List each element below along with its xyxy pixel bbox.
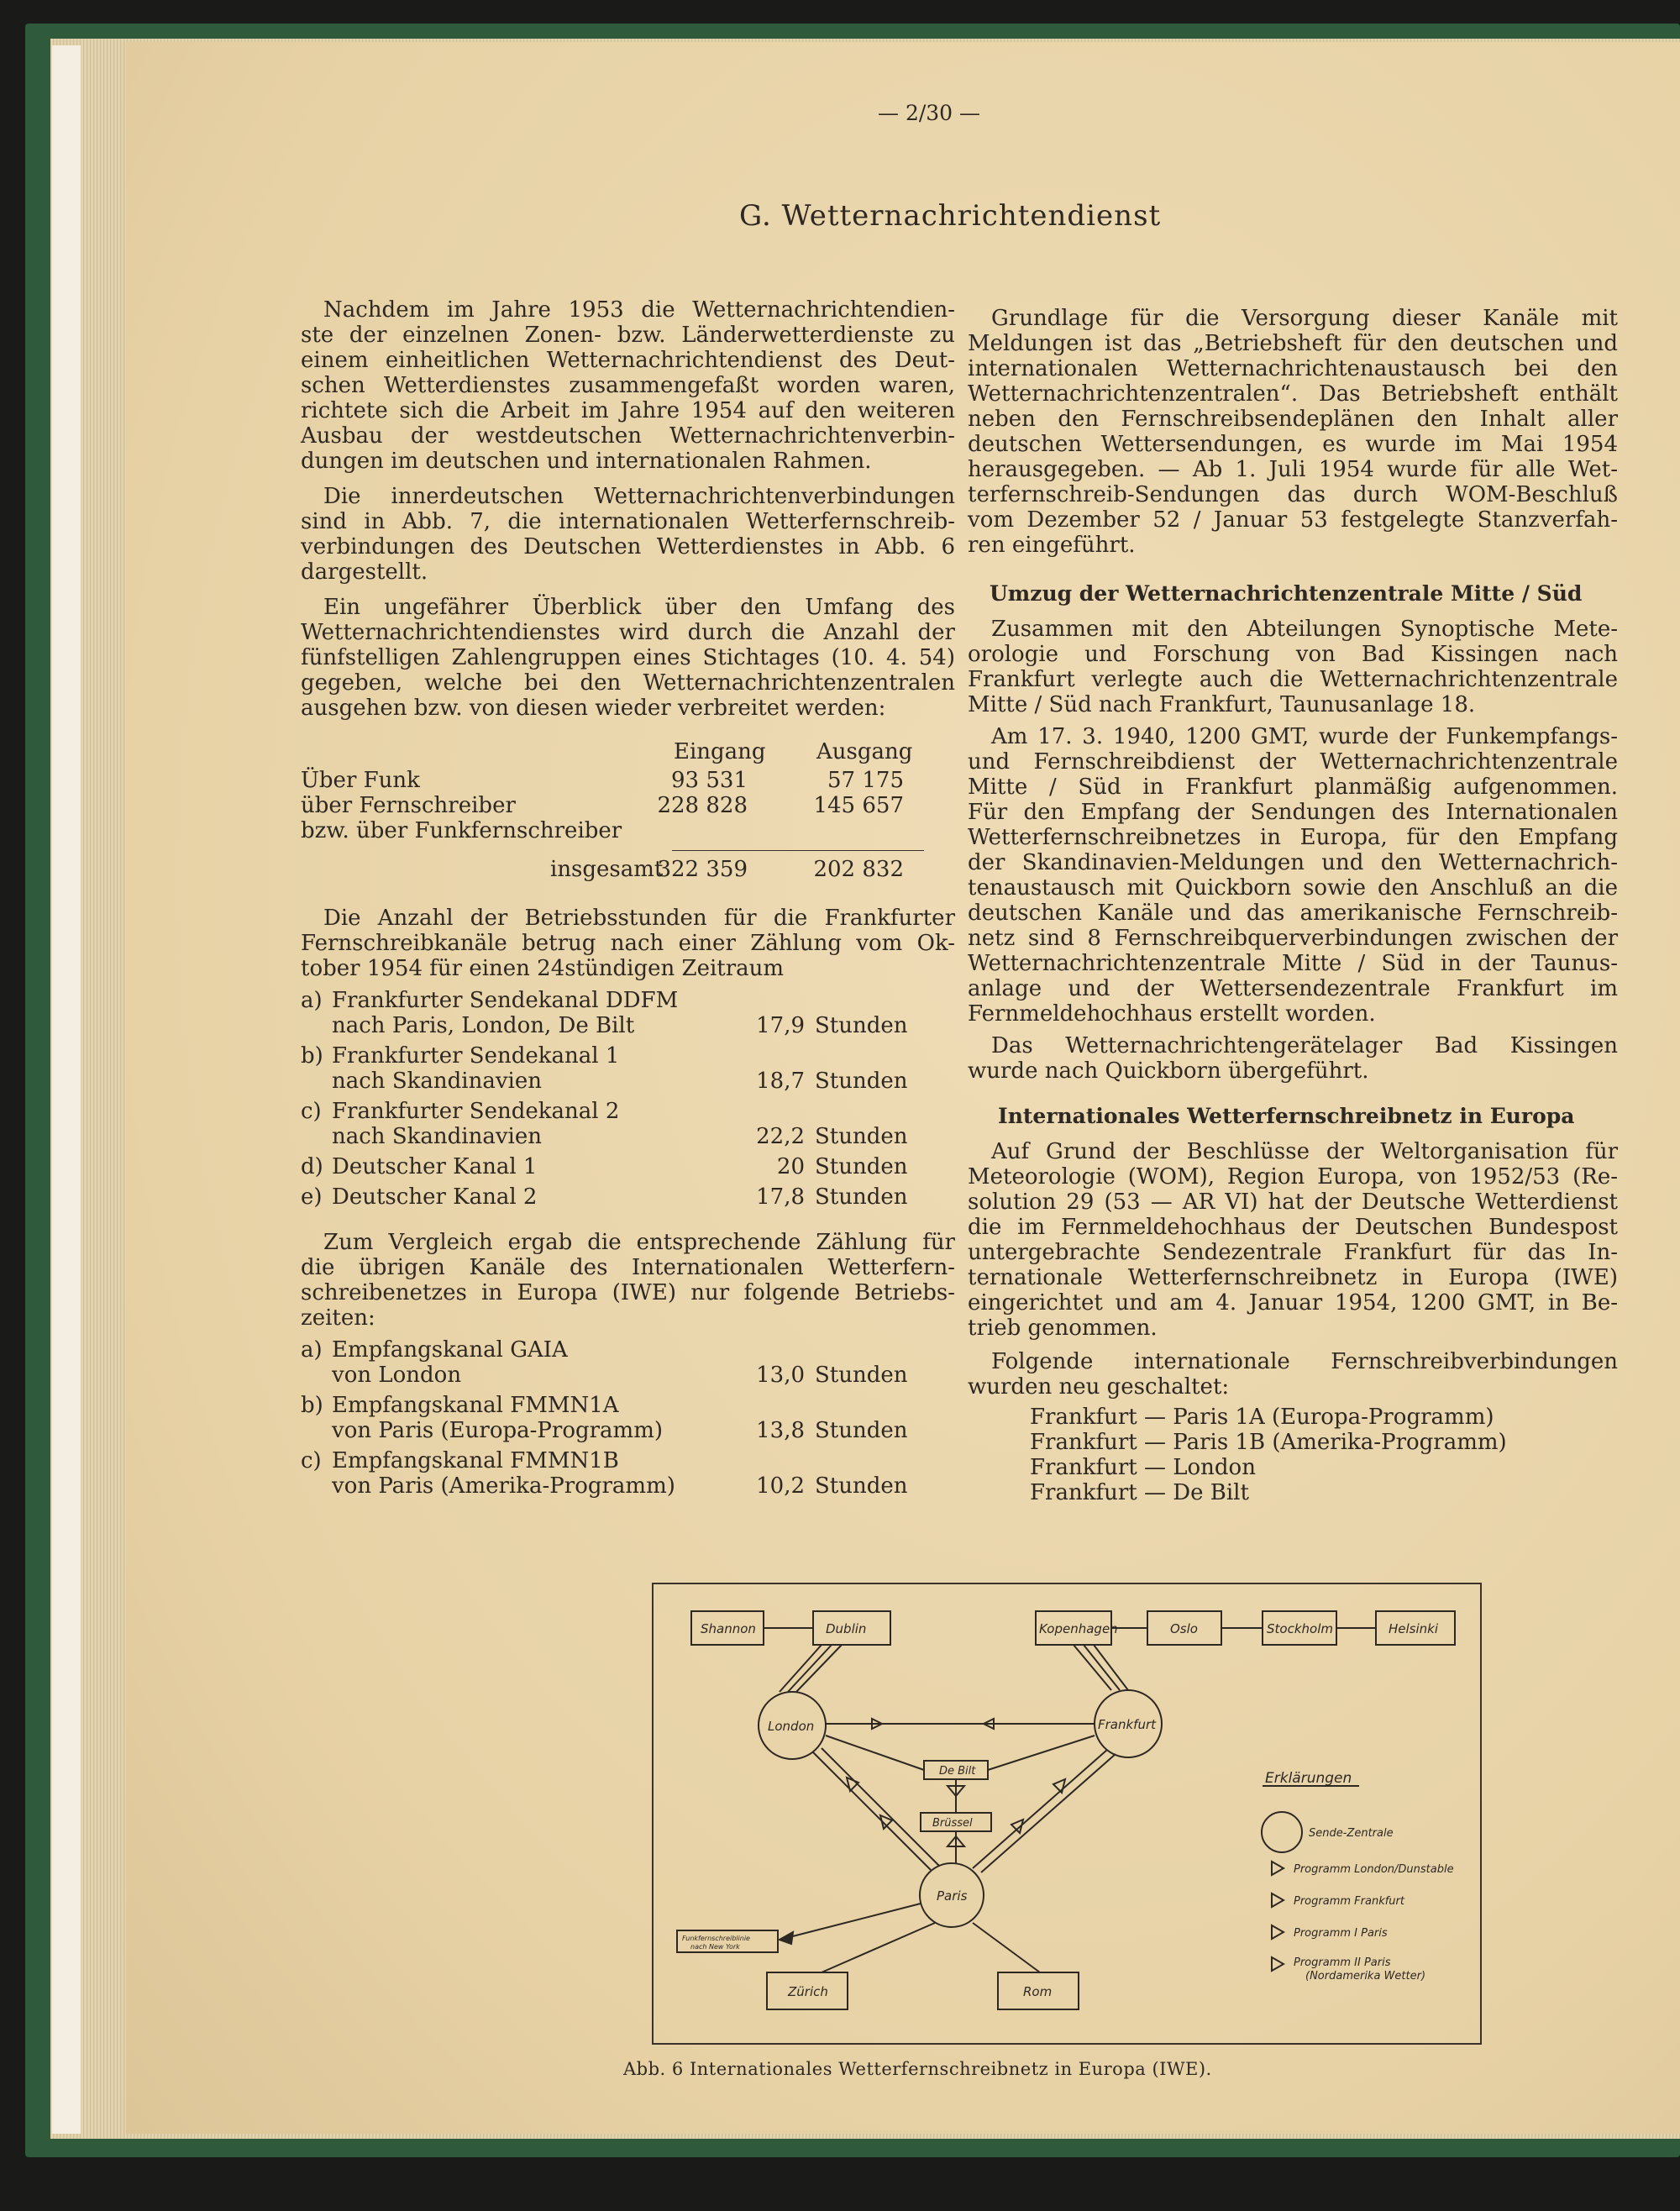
text-line: ausgehen bzw. von diesen wieder verbreitet werden: (301, 696, 886, 721)
text-line: Frankfurt verlegte auch die Wetternachrichtenzentrale (968, 667, 1618, 692)
text-line: eingerichtet und am 4. Januar 1954, 1200 GMT, in Be- (968, 1290, 1618, 1316)
list-unit: Stunden (815, 1154, 908, 1179)
text-line: internationalen Wetternachrichtenaustausch bei den (968, 356, 1618, 381)
list-item-line: Deutscher Kanal 2 (332, 1184, 538, 1210)
list-value: 22,2 (756, 1124, 805, 1149)
label-helsinki: Helsinki (1389, 1621, 1439, 1636)
binding-strip (52, 45, 81, 2134)
text-line: vom Dezember 52 / Januar 53 festgelegte Stanzverfah- (968, 507, 1618, 533)
list-item-line: von Paris (Amerika-Programm) (332, 1473, 675, 1499)
text-line: Die innerdeutschen Wetternachrichtenverbindungen (323, 484, 955, 509)
list-value: 17,8 (756, 1184, 805, 1210)
table-header-out: Ausgang (816, 739, 913, 764)
list-item-line: Frankfurter Sendekanal DDFM (332, 988, 679, 1013)
text-line: Fernschreibkanäle betrug nach einer Zählung vom Ok- (301, 931, 955, 956)
label-london: London (768, 1719, 815, 1734)
label-zurich: Zürich (788, 1984, 828, 1999)
text-line: Wetternachrichtenzentralen“. Das Betriebsheft enthält (968, 381, 1618, 407)
network-diagram (652, 1583, 1482, 2045)
text-line: Auf Grund der Beschlüsse der Weltorganisation für (991, 1139, 1618, 1164)
list-item-line: Empfangskanal FMMN1A (332, 1393, 619, 1418)
label-newyork-2: nach New York (690, 1943, 740, 1951)
list-unit: Stunden (815, 1473, 908, 1499)
list-item-line: von Paris (Europa-Programm) (332, 1418, 664, 1443)
text-line: fünfstelligen Zahlengruppen eines Stichtages (10. 4. 54) (301, 645, 955, 670)
text-line: Meteorologie (WOM), Region Europa, von 1952/53 (Re- (968, 1164, 1618, 1190)
table-cell: 145 657 (813, 793, 904, 818)
table-header-in: Eingang (674, 739, 766, 764)
table-sum-rule (672, 850, 924, 851)
list-item-line: Empfangskanal GAIA (332, 1337, 568, 1363)
label-frankfurt: Frankfurt (1098, 1717, 1157, 1732)
legend-circle (1262, 1812, 1302, 1852)
list-item-line: nach Paris, London, De Bilt (332, 1013, 635, 1038)
list-value: 13,8 (756, 1418, 805, 1443)
text-line: ternationale Wetterfernschreibnetz in Europa (IWE) (968, 1265, 1618, 1290)
legend-triangle (1272, 1862, 1284, 1875)
subheading-iwe: Internationales Wetterfernschreibnetz in Europa (998, 1104, 1575, 1128)
legend-triangle (1272, 1957, 1284, 1971)
text-line: deutschen Kanäle und das amerikanische Fernschreib- (968, 901, 1618, 926)
list-value: 13,0 (756, 1363, 805, 1388)
list-unit: Stunden (815, 1124, 908, 1149)
list-letter: d) (301, 1154, 323, 1179)
list-letter: a) (301, 1337, 323, 1363)
text-line: gegeben, welche bei den Wetternachrichtenzentralen (301, 670, 955, 696)
text-line: trieb genommen. (968, 1316, 1158, 1341)
text-line: der Skandinavien-Meldungen und den Wetternachrich- (968, 850, 1618, 875)
text-line: Wetterfernschreibnetzes in Europa, für den Empfang (968, 825, 1618, 850)
text-line: netz sind 8 Fernschreibquerverbindungen zwischen der (968, 926, 1618, 951)
label-kopenhagen: Kopenhagen (1039, 1621, 1118, 1636)
text-line: deutschen Wettersendungen, es wurde im Mai 1954 (968, 432, 1618, 457)
list-item-line: Frankfurter Sendekanal 1 (332, 1043, 620, 1069)
list-item-line: Frankfurter Sendekanal 2 (332, 1099, 620, 1124)
figure-caption: Abb. 6 Internationales Wetterfernschreibnetz in Europa (IWE). (623, 2059, 1212, 2079)
table-row-label: Über Funk (301, 768, 420, 793)
legend-sende: Sende-Zentrale (1309, 1827, 1394, 1840)
connection-item: Frankfurt — De Bilt (1030, 1480, 1249, 1505)
section-title: G. Wetternachrichtendienst (739, 199, 1162, 233)
text-line: Folgende internationale Fernschreibverbindungen (991, 1349, 1618, 1374)
page-number: — 2/30 — (878, 101, 981, 125)
list-value: 20 (776, 1154, 805, 1179)
text-line: schreibenetzes in Europa (IWE) nur folgende Betriebs- (301, 1280, 955, 1305)
text-line: dungen im deutschen und internationalen Rahmen. (301, 449, 872, 474)
text-line: dargestellt. (301, 559, 428, 585)
list-letter: a) (301, 988, 323, 1013)
label-oslo: Oslo (1170, 1621, 1198, 1636)
text-line: Das Wetternachrichtengerätelager Bad Kissingen (991, 1033, 1618, 1058)
table-cell: 57 175 (827, 768, 904, 793)
list-value: 18,7 (756, 1069, 805, 1094)
legend-prog-frankfurt: Programm Frankfurt (1294, 1895, 1404, 1908)
list-letter: b) (301, 1393, 323, 1418)
text-line: neben den Fernschreibsendeplänen den Inhalt aller (968, 407, 1618, 432)
text-line: Fernmeldehochhaus erstellt worden. (968, 1001, 1376, 1027)
text-line: Mitte / Süd nach Frankfurt, Taunusanlage 18. (968, 692, 1476, 717)
legend-prog-london: Programm London/Dunstable (1294, 1863, 1454, 1876)
text-line: Nachdem im Jahre 1953 die Wetternachrichtendien- (323, 297, 955, 323)
list-unit: Stunden (815, 1363, 908, 1388)
text-line: einem einheitlichen Wetternachrichtendienst des Deut- (301, 348, 955, 373)
text-line: herausgegeben. — Ab 1. Juli 1954 wurde für alle Wet- (968, 457, 1618, 482)
list-item-line: von London (332, 1363, 462, 1388)
arrow-marker (847, 1778, 858, 1791)
label-paris: Paris (937, 1888, 968, 1904)
list-unit: Stunden (815, 1069, 908, 1094)
list-letter: b) (301, 1043, 323, 1069)
text-line: Ein ungefährer Überblick über den Umfang des (323, 595, 955, 620)
connection-item: Frankfurt — Paris 1B (Amerika-Programm) (1030, 1430, 1507, 1455)
text-line: die übrigen Kanäle des Internationalen Wetterfern- (301, 1255, 955, 1280)
legend-title: Erklärungen (1265, 1770, 1352, 1787)
text-line: ren eingeführt. (968, 533, 1136, 558)
label-newyork-1: Funkfernschreiblinie (682, 1935, 750, 1942)
list-item-line: Deutscher Kanal 1 (332, 1154, 538, 1179)
legend-triangle (1272, 1893, 1284, 1907)
text-line: Grundlage für die Versorgung dieser Kanäle mit (991, 306, 1618, 331)
list-unit: Stunden (815, 1013, 908, 1038)
legend-triangle (1272, 1925, 1284, 1939)
text-line: Zum Vergleich ergab die entsprechende Zählung für (323, 1230, 955, 1255)
network-diagram-svg (654, 1584, 1480, 2043)
table-cell: 228 828 (657, 793, 748, 818)
table-row-label: bzw. über Funkfernschreiber (301, 818, 622, 843)
text-line: verbindungen des Deutschen Wetterdienstes in Abb. 6 (301, 534, 955, 559)
legend-prog-paris2: Programm II Paris (1294, 1956, 1391, 1969)
text-line: Wetternachrichtendienstes wird durch die Anzahl der (301, 620, 955, 645)
text-line: untergebrachte Sendezentrale Frankfurt für das In- (968, 1240, 1618, 1265)
text-line: Wetternachrichtenzentrale Mitte / Süd in der Taunus- (968, 951, 1618, 976)
arrow-marker (1011, 1820, 1023, 1833)
text-line: Für den Empfang der Sendungen des Internationalen (968, 800, 1618, 825)
list-unit: Stunden (815, 1418, 908, 1443)
text-line: die im Fernmeldehochhaus der Deutschen Bundespost (968, 1215, 1618, 1240)
list-letter: e) (301, 1184, 323, 1210)
text-line: Mitte / Süd in Frankfurt planmäßig aufgenommen. (968, 775, 1618, 800)
list-value: 17,9 (756, 1013, 805, 1038)
label-brussel: Brüssel (932, 1817, 973, 1830)
text-line: zeiten: (301, 1305, 375, 1331)
legend-prog-paris2-note: (Nordamerika Wetter) (1305, 1970, 1426, 1983)
label-dublin: Dublin (826, 1621, 867, 1636)
text-line: terfernschreib-Sendungen das durch WOM-Beschluß (968, 482, 1618, 507)
text-line: richtete sich die Arbeit im Jahre 1954 auf den weiteren (301, 398, 955, 423)
text-line: Ausbau der westdeutschen Wetternachrichtenverbin- (301, 423, 955, 449)
list-item-line: nach Skandinavien (332, 1124, 542, 1149)
text-line: ste der einzelnen Zonen- bzw. Länderwetterdienste zu (301, 323, 955, 348)
connection-item: Frankfurt — London (1030, 1455, 1256, 1480)
table-total-in: 322 359 (657, 857, 748, 882)
text-line: Am 17. 3. 1940, 1200 GMT, wurde der Funkempfangs- (991, 724, 1618, 749)
text-line: wurde nach Quickborn übergeführt. (968, 1058, 1369, 1084)
subheading-umzug: Umzug der Wetternachrichtenzentrale Mitte / Süd (990, 581, 1583, 606)
text-line: sind in Abb. 7, die internationalen Wetterfernschreib- (301, 509, 955, 534)
list-item-line: Empfangskanal FMMN1B (332, 1448, 619, 1473)
table-cell: 93 531 (671, 768, 748, 793)
text-line: Die Anzahl der Betriebsstunden für die Frankfurter (323, 906, 955, 931)
list-letter: c) (301, 1448, 322, 1473)
text-line: Zusammen mit den Abteilungen Synoptische Mete- (991, 617, 1618, 642)
text-line: orologie und Forschung von Bad Kissingen nach (968, 642, 1618, 667)
label-rom: Rom (1023, 1984, 1053, 1999)
text-line: schen Wetterdienstes zusammengefaßt worden waren, (301, 373, 955, 398)
table-total-label: insgesamt (550, 857, 664, 882)
table-total-out: 202 832 (813, 857, 904, 882)
list-item-line: nach Skandinavien (332, 1069, 542, 1094)
text-line: und Fernschreibdienst der Wetternachrichtenzentrale (968, 749, 1618, 775)
connection-item: Frankfurt — Paris 1A (Europa-Programm) (1030, 1405, 1494, 1430)
arrow-marker (1053, 1779, 1065, 1793)
label-debilt: De Bilt (939, 1765, 976, 1778)
label-stockholm: Stockholm (1267, 1621, 1333, 1636)
text-line: solution 29 (53 — AR VI) hat der Deutsche Wetterdienst (968, 1190, 1618, 1215)
table-row-label: über Fernschreiber (301, 793, 516, 818)
document-page (126, 42, 1680, 2134)
legend-prog-paris1: Programm I Paris (1294, 1927, 1388, 1940)
list-letter: c) (301, 1099, 322, 1124)
text-line: tober 1954 für einen 24stündigen Zeitraum (301, 956, 785, 981)
text-line: wurden neu geschaltet: (968, 1374, 1230, 1400)
list-unit: Stunden (815, 1184, 908, 1210)
list-value: 10,2 (756, 1473, 805, 1499)
label-shannon: Shannon (701, 1621, 756, 1636)
text-line: Meldungen ist das „Betriebsheft für den deutschen und (968, 331, 1618, 356)
text-line: tenaustausch mit Quickborn sowie den Anschluß an die (968, 875, 1618, 901)
text-line: anlage und der Wettersendezentrale Frankfurt im (968, 976, 1618, 1001)
